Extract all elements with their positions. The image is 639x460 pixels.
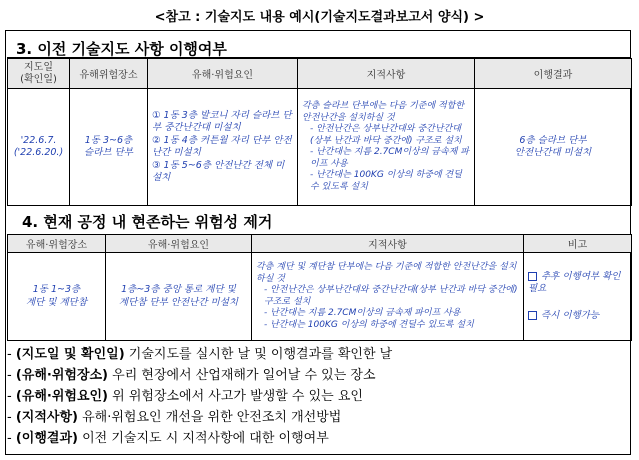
table-row bbox=[8, 253, 632, 341]
cell-place: 1동 1~3층 계단 및 계단참 bbox=[8, 253, 106, 341]
col-header-place: 유해위험장소 bbox=[70, 59, 148, 89]
definition-item: - (지도일 및 확인일) 기술지도를 실시한 날 및 이행결과를 확인한 날 bbox=[7, 347, 393, 362]
col-header-factors: 유해·위험요인 bbox=[148, 59, 298, 89]
col-header-findings: 지적사항 bbox=[298, 59, 475, 89]
finding-item: - 난간대는 지름 2.7CM이상의 금속제 파이프 사용 bbox=[264, 308, 461, 318]
col-header-result: 이행결과 bbox=[475, 59, 632, 89]
document-title: <참고 : 기술지도 내용 예시(기술지도결과보고서 양식) > bbox=[154, 10, 485, 25]
definition-text: 기술지도를 실시한 날 및 이행결과를 확인한 날 bbox=[124, 347, 393, 362]
definition-item: - (유해·위험요인) 위 위험장소에서 사고가 발생할 수 있는 요인 bbox=[7, 389, 363, 404]
definition-text: 유해·위험요인 개선을 위한 안전조치 개선방법 bbox=[77, 410, 342, 425]
cell-remarks bbox=[524, 253, 632, 341]
definition-term: (지적사항) bbox=[15, 410, 78, 425]
col-header-factor: 유해·위험요인 bbox=[106, 235, 252, 253]
findings-intro: 각층 계단 및 계단참 단부에는 다음 기준에 적합한 안전난간을 설치하실 것 bbox=[256, 262, 517, 284]
remark-item bbox=[528, 271, 627, 296]
table-header-row bbox=[8, 59, 632, 89]
cell-findings bbox=[298, 89, 475, 206]
factor-item: ① 1동 3층 발코니 자리 슬라브 단부 중간난간대 미설치 bbox=[152, 109, 292, 133]
definition-text: 위 위험장소에서 사고가 발생할 수 있는 요인 bbox=[108, 389, 363, 404]
col-header-remarks: 비고 bbox=[524, 235, 632, 253]
definition-text: 이전 기술지도 시 지적사항에 대한 이행여부 bbox=[77, 431, 329, 446]
remark-item bbox=[528, 310, 627, 323]
definition-item: - (이행결과) 이전 기술지도 시 지적사항에 대한 이행여부 bbox=[7, 431, 329, 446]
factor-item: ③ 1동 5~6층 안전난간 전체 미설치 bbox=[152, 159, 285, 183]
cell-result: 6층 슬라브 단부 안전난간대 미설치 bbox=[475, 89, 632, 206]
cell-findings bbox=[252, 253, 524, 341]
cell-factor: 1층~3층 중앙 통로 계단 및 계단참 단부 안전난간 미설치 bbox=[106, 253, 252, 341]
cell-place: 1동 3~6층 슬라브 단부 bbox=[70, 89, 148, 206]
finding-item: - 안전난간은 상부난간대와 중간난간대(상부 난간과 바닥 중간에) 구조로 설치 bbox=[310, 124, 462, 146]
previous-guidance-table bbox=[7, 58, 632, 206]
definition-item: - (유해·위험장소) 우리 현장에서 산업재해가 일어날 수 있는 장소 bbox=[7, 368, 376, 383]
checkbox[interactable] bbox=[528, 272, 537, 281]
definition-text: 우리 현장에서 산업재해가 일어날 수 있는 장소 bbox=[108, 368, 376, 383]
col-header-date: 지도일 (확인일) bbox=[8, 59, 70, 89]
table-row bbox=[8, 89, 632, 206]
finding-item: - 난간대는 지름 2.7CM이상의 금속제 파이프 사용 bbox=[310, 147, 469, 169]
definition-item: - (지적사항) 유해·위험요인 개선을 위한 안전조치 개선방법 bbox=[7, 410, 342, 425]
section3-heading: 3. 이전 기술지도 사항 이행여부 bbox=[16, 40, 227, 58]
section4-heading: 4. 현재 공정 내 현존하는 위험성 제거 bbox=[22, 213, 273, 231]
current-risk-table bbox=[7, 234, 632, 341]
col-header-place: 유해·위험장소 bbox=[8, 235, 106, 253]
finding-item: - 안전난간은 상부난간대와 중간난간대(상부 난간과 바닥 중간에) 구조로 설치 bbox=[264, 285, 518, 307]
definition-term: (유해·위험요인) bbox=[15, 389, 108, 404]
col-header-findings: 지적사항 bbox=[252, 235, 524, 253]
definitions-list bbox=[7, 344, 629, 449]
table-header-row bbox=[8, 235, 632, 253]
remark-label: 추후 이행여부 확인 필요 bbox=[528, 270, 621, 295]
finding-item: - 난간대는 100KG 이상의 하중에 견딜수 있도록 설치 bbox=[264, 319, 474, 330]
remark-label: 즉시 이행가능 bbox=[541, 309, 600, 321]
cell-factors bbox=[148, 89, 298, 206]
findings-intro: 각층 슬라브 단부에는 다음 기준에 적합한 안전난간을 설치하실 것 bbox=[302, 101, 465, 123]
definition-term: (유해·위험장소) bbox=[15, 368, 108, 383]
definition-term: (이행결과) bbox=[15, 431, 78, 446]
definition-term: (지도일 및 확인일) bbox=[15, 347, 125, 362]
factor-item: ② 1동 4층 커튼월 자리 단부 안전난간 미설치 bbox=[152, 134, 292, 158]
checkbox[interactable] bbox=[528, 311, 537, 320]
cell-date: '22.6.7. ('22.6.20.) bbox=[8, 89, 70, 206]
finding-item: - 난간대는 100KG 이상의 하중에 견딜수 있도록 설치 bbox=[310, 170, 462, 192]
